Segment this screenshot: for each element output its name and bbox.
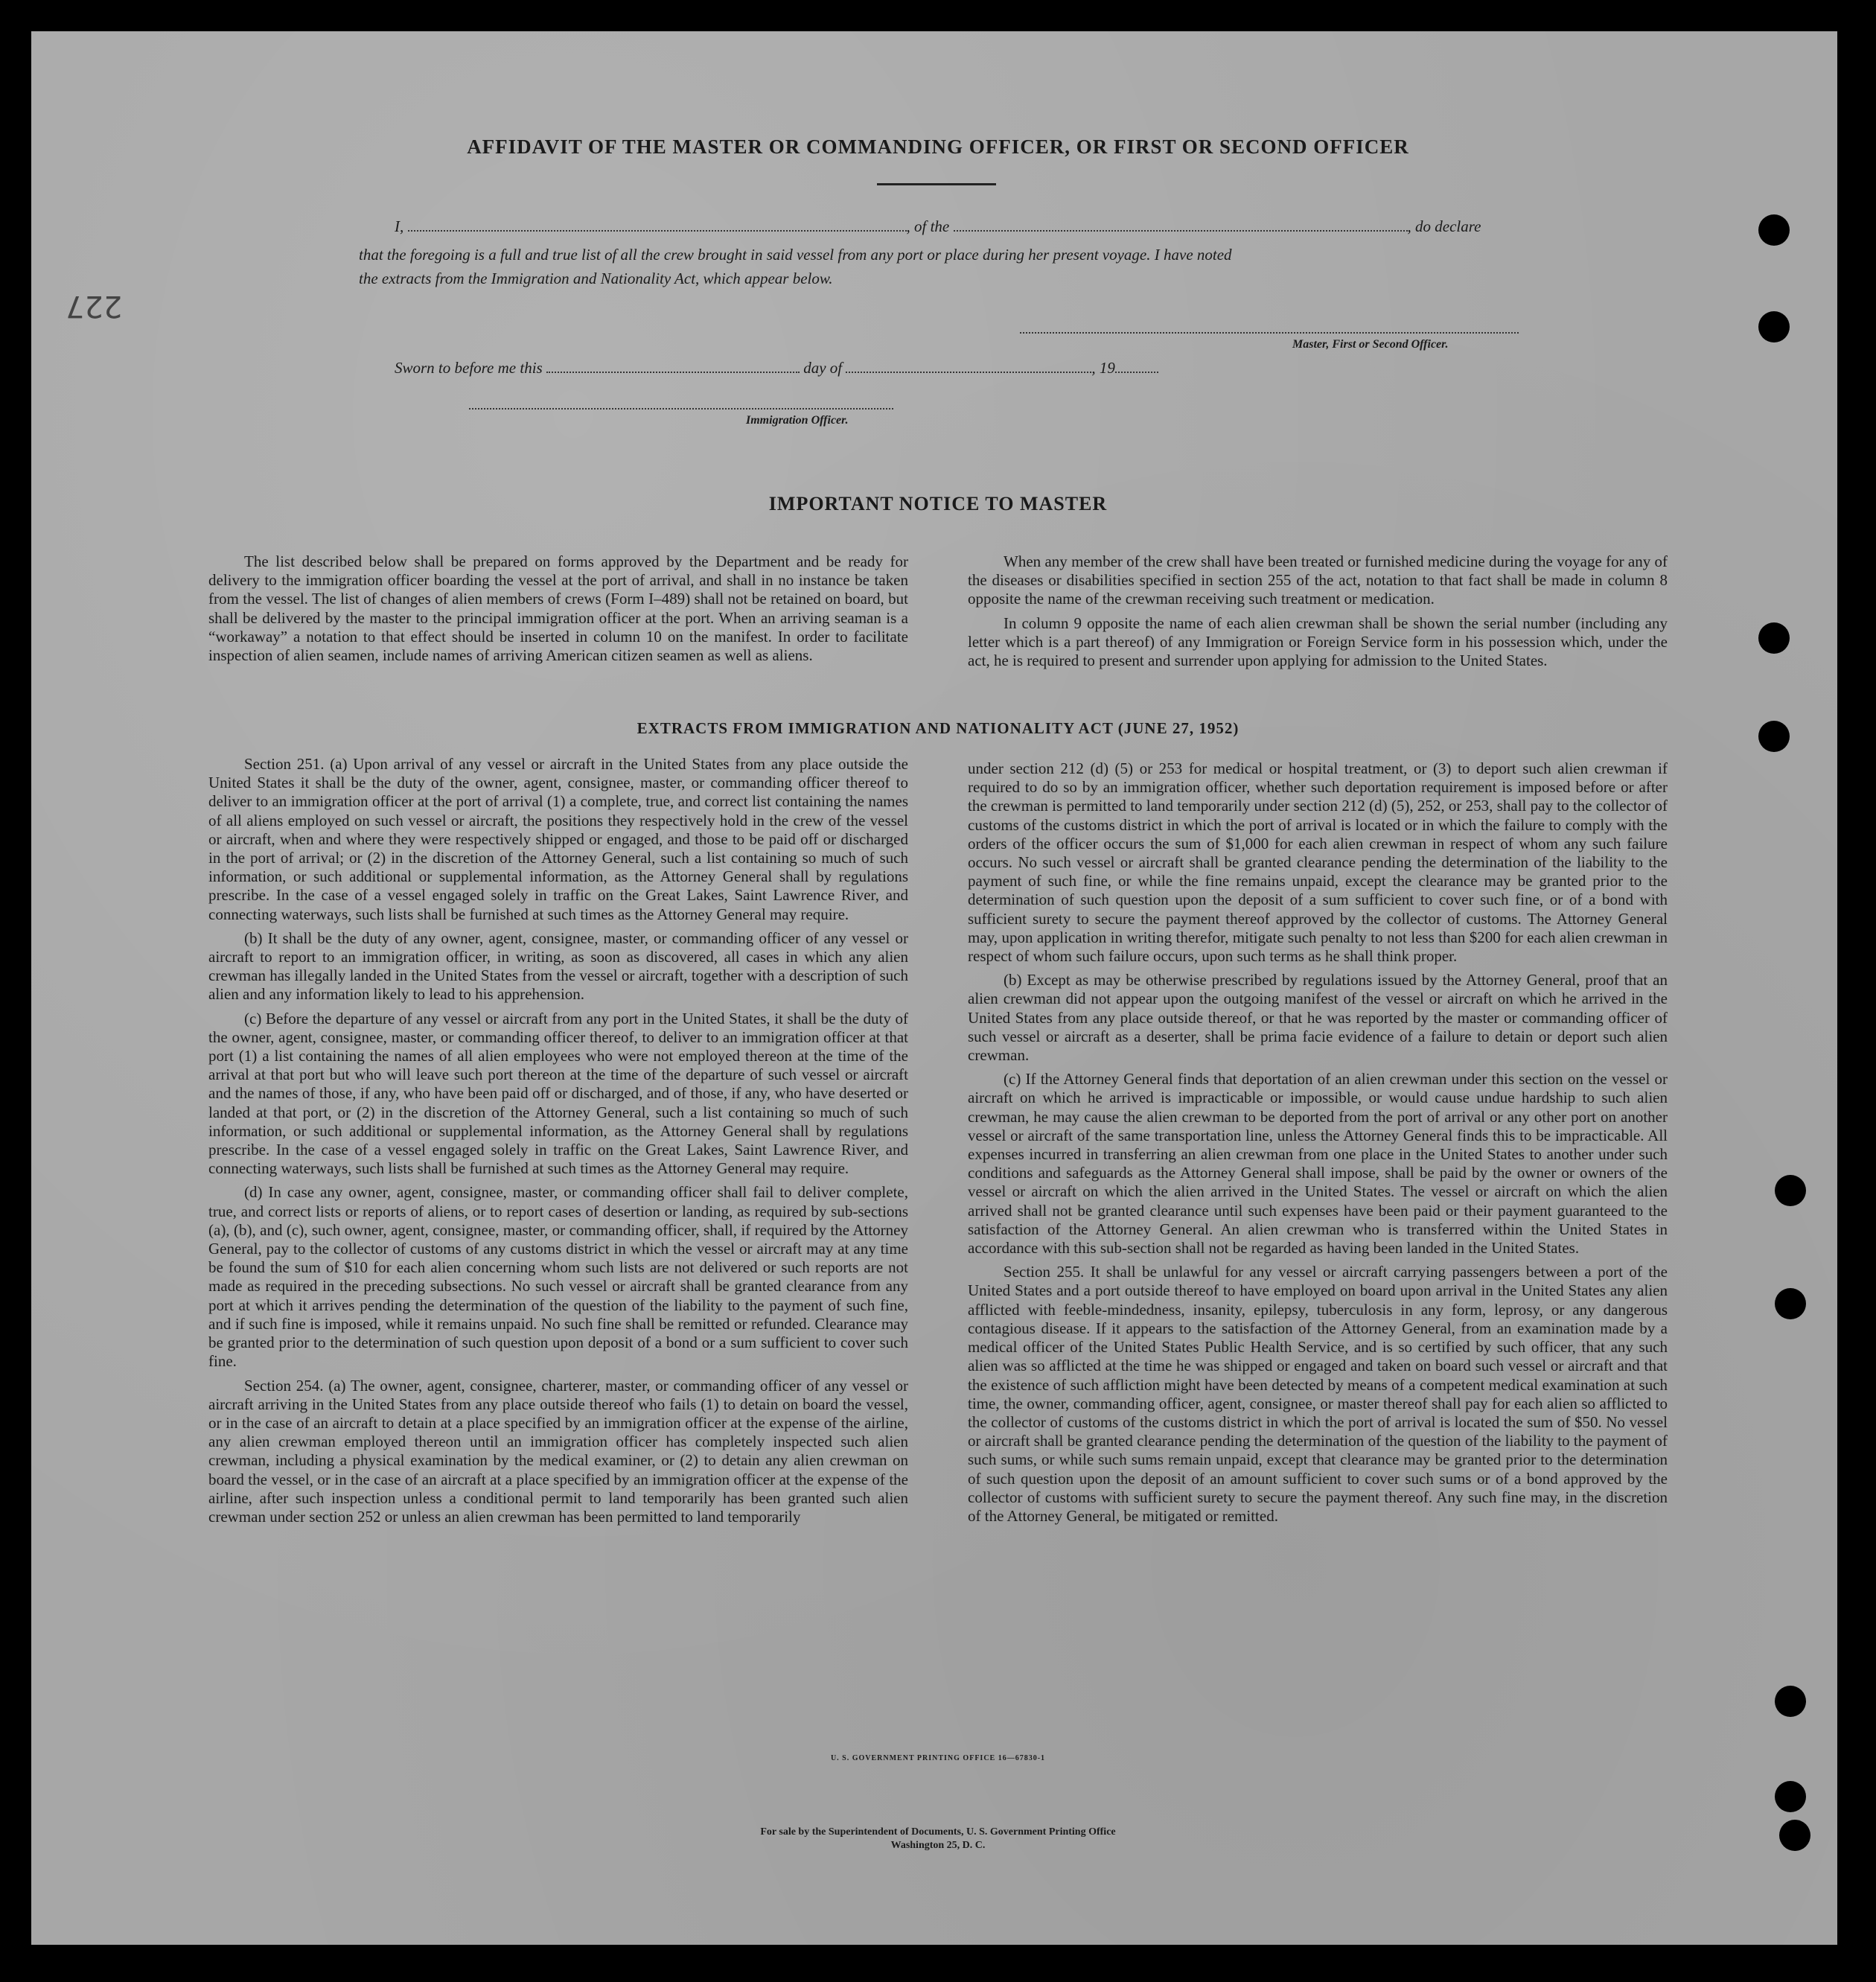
declaration-i: I,	[395, 217, 404, 235]
extract-section-255: Section 255. It shall be unlawful for any vessel or aircraft carrying passengers between a port of the United States and a port outside thereof to have employed on board upon arrival in the United States any alien afflicted with feeble-mindedness, insanity, epilepsy, tuberculosis in any form, leprosy, or any dangerous contagious disease. If it appears to the satisfaction of the Attorney General, from an examination made by a medical officer of the United States Public Health Service, and is so certified by such officer, that any such alien was so afflicted at the time he was shipped or engaged and taken on board such vessel or aircraft and that the existence of such affliction might have been detected by means of a competent medical examination at such time, the owner, commanding officer, agent, consignee, or master thereof shall pay for each alien so afflicted to the collector of customs of the customs district in which the port of arrival is located the sum of $50. No vessel or aircraft shall be granted clearance pending the determination of the question of the liability to the payment of such sums, or while such sums remain unpaid, except that clearance may be granted prior to the determination of such question upon the deposit of an amount sufficient to cover such sums or of a bond approved by the collector of customs with sufficient surety to secure the payment thereof. Any such fine may, in the discretion of the Attorney General, be mitigated or remitted.	[968, 1263, 1668, 1525]
day-of-text: day of	[803, 359, 843, 377]
title-rule	[877, 183, 996, 185]
affidavit-line-3: the extracts from the Immigration and Nationality Act, which appear below.	[359, 270, 833, 287]
sale-notice	[0, 1826, 1876, 1852]
declaration-of: , of the	[906, 217, 950, 235]
affidavit-line-2: that the foregoing is a full and true list of all the crew brought in said vessel from any port or place during her present voyage. I have noted	[359, 246, 1232, 264]
immigration-officer-caption: Immigration Officer.	[746, 414, 849, 427]
extract-section-254-a-continued: under section 212 (d) (5) or 253 for medical or hospital treatment, or (3) to deport such alien crewman if required to do so by an immigration officer, whether such deportation requirement is imposed before or after the crewman is permitted to land temporarily under section 212 (d) (5), 252, or 253, shall pay to the collector of customs of the customs district in which the port of arrival is located or in which the failure to comply with the orders of the officer occurs the sum of $1,000 for each alien crewman in respect of whom any such failure occurs. No such vessel or aircraft shall be granted clearance pending the determination of the liability to the payment of such fine, or while the fine remains unpaid, except the clearance may be granted prior to the determination of such question upon the deposit of a sum sufficient to cover such fine, or of a bond with sufficient surety to secure the payment thereof approved by the collector of customs. The Attorney General may, upon application in writing therefor, mitigate such penalty to not less than $200 for each alien crewman in respect of whom such failure occurs, upon such terms as he shall think proper.	[968, 759, 1668, 966]
sworn-month-field[interactable]	[846, 361, 1091, 373]
extract-section-251-c: (c) Before the departure of any vessel or aircraft from any port in the United States, it shall be the duty of the owner, agent, consignee, master, or commanding officer thereof, to deliver to an immigration officer at that port (1) a list containing the names of all alien employees who were not employed thereon at the time of the arrival at that port but who will leave such port thereon at the time of the departure of such vessel or aircraft and the names of those, if any, who have been paid off or discharged, and of those, if any, who have deserted or landed at that port, or (2) in the discretion of the Attorney General, such a list containing so much of such information, or such additional or supplemental information, as the Attorney General shall by regulations prescribe. In the case of a vessel engaged solely in traffic on the Great Lakes, Saint Lawrence River, and connecting waterways, such lists shall be furnished at such times as the Attorney General may require.	[208, 1009, 908, 1178]
extract-section-251-a: Section 251. (a) Upon arrival of any vessel or aircraft in the United States from any place outside the United States it shall be the duty of the owner, agent, consignee, master, or commanding officer thereof to deliver to an immigration officer at the port of arrival (1) a complete, true, and correct list containing the names of all aliens employed on such vessel or aircraft, the positions they respectively hold in the crew of the vessel or aircraft, when and where they were respectively shipped or engaged, and those to be paid off or discharged in the port of arrival; or (2) in the discretion of the Attorney General, such a list containing so much of such information, or such additional or supplemental information, as the Attorney General shall by regulations prescribe. In the case of a vessel engaged solely in traffic on the Great Lakes, Saint Lawrence River, and connecting waterways, such lists shall be furnished at such times as the Attorney General may require.	[208, 755, 908, 923]
master-signature-line[interactable]	[1020, 332, 1519, 334]
extract-section-254-b: (b) Except as may be otherwise prescribed by regulations issued by the Attorney General, proof that an alien crewman did not appear upon the outgoing manifest of the vessel or aircraft on which he arrived in the United States from any place outside thereof, or that he was reported by the master or commanding officer of such vessel or aircraft as a deserter, shall be prima facie evidence of a failure to detain or deport such alien crewman.	[968, 971, 1668, 1065]
binder-hole-2	[1758, 311, 1790, 342]
extract-section-251-d: (d) In case any owner, agent, consignee, master, or commanding officer shall fail to deliver complete, true, and correct lists or reports of aliens, or to report cases of desertion or landing, as required by sub-sections (a), (b), and (c), such owner, agent, consignee, master, or commanding officer, shall, if required by the Attorney General, pay to the collector of customs of any customs district in which the vessel or aircraft may at any time be found the sum of $10 for each alien concerning whom such lists are not delivered or such reports are not made as required in the preceding subsections. No such vessel or aircraft shall be granted clearance from any port at which it arrives pending the determination of the question of the liability to the payment of such fine, and if such fine is imposed, while it remains unpaid. No such fine shall be remitted or refunded. Clearance may be granted prior to the determination of such question upon deposit of a bond or a sum sufficient to cover such fine.	[208, 1183, 908, 1371]
notice-title: IMPORTANT NOTICE TO MASTER	[768, 493, 1108, 514]
notice-right-paragraph-2: In column 9 opposite the name of each alien crewman shall be shown the serial number (including any letter which is a part thereof) of any Immigration or Foreign Service form in his possession which, under the act, he is required to present and surrender upon applying for admission to the United States.	[968, 614, 1668, 670]
extracts-left-column	[208, 755, 908, 1526]
affidavit-declaration-line	[395, 217, 1481, 236]
binder-hole-6	[1775, 1288, 1806, 1319]
vessel-name-field[interactable]	[954, 220, 1408, 232]
sale-notice-line-1: For sale by the Superintendent of Documents, U. S. Government Printing Office	[760, 1826, 1116, 1838]
binder-hole-5	[1775, 1175, 1806, 1206]
notice-left-column	[208, 552, 908, 665]
notice-right-column	[968, 552, 1668, 670]
extract-section-254-a: Section 254. (a) The owner, agent, consignee, charterer, master, or commanding officer of any vessel or aircraft arriving in the United States from any place outside thereof who fails (1) to detain on board the vessel, or in the case of an aircraft to detain at a place specified by an immigration officer at the expense of the airline, any alien crewman employed thereon until an immigration officer has completely inspected such alien crewman, including a physical examination by the medical examiner, or (2) to detain any alien crewman on board the vessel, or in the case of an aircraft at a place specified by an immigration officer at the expense of the airline, after such inspection unless a conditional permit to land temporarily has been granted such alien crewman under section 252 or unless an alien crewman has been permitted to land temporarily	[208, 1376, 908, 1526]
declaration-declare: , do declare	[1407, 217, 1481, 235]
printing-office-imprint: U. S. GOVERNMENT PRINTING OFFICE 16—67830-1	[830, 1754, 1046, 1762]
binder-hole-3	[1758, 622, 1790, 654]
sworn-day-field[interactable]	[546, 361, 800, 373]
sworn-text: Sworn to before me this	[395, 359, 543, 377]
margin-handwritten-number: 227	[66, 289, 123, 323]
notice-right-paragraph-1: When any member of the crew shall have been treated or furnished medicine during the voyage for any of the diseases or disabilities specified in section 255 of the act, notation to that fact shall be made in column 8 opposite the name of the crewman receiving such treatment or medication.	[968, 552, 1668, 608]
binder-hole-7	[1775, 1686, 1806, 1717]
sworn-year-field[interactable]	[1115, 361, 1158, 373]
sale-notice-line-2: Washington 25, D. C.	[890, 1840, 986, 1851]
year-text: , 19	[1091, 359, 1115, 377]
extracts-title: EXTRACTS FROM IMMIGRATION AND NATIONALITY ACT (JUNE 27, 1952)	[636, 719, 1240, 737]
extract-section-251-b: (b) It shall be the duty of any owner, agent, consignee, master, or commanding officer of any vessel or aircraft to report to an immigration officer, in writing, as soon as discovered, all cases in which any alien crewman has illegally landed in the United States from the vessel or aircraft, together with a description of such alien and any information likely to lead to his apprehension.	[208, 928, 908, 1004]
extract-section-254-c: (c) If the Attorney General finds that deportation of an alien crewman under this section on the vessel or aircraft on which he arrived is impracticable or impossible, or would cause undue hardship to such alien crewman, he may cause the alien crewman to be deported from the port of arrival or any other port on another vessel or aircraft of the same transportation line, unless the Attorney General finds this to be impracticable. All expenses incurred in transferring an alien crewman from one place in the United States to another under such conditions and safeguards as the Attorney General shall impose, shall be paid by the owner or owners of the vessel or aircraft on which the alien arrived in the United States. The vessel or aircraft on which the alien arrived shall not be granted clearance until such expenses have been paid or their payment guaranteed to the satisfaction of the Attorney General. An alien crewman who is transferred within the United States in accordance with this sub-section shall not be regarded as having been landed in the United States.	[968, 1070, 1668, 1258]
sworn-line	[395, 359, 1158, 377]
declarant-name-field[interactable]	[408, 220, 907, 232]
extracts-right-column	[968, 759, 1668, 1526]
master-caption: Master, First or Second Officer.	[1292, 338, 1449, 351]
binder-hole-1	[1758, 214, 1790, 246]
binder-hole-8	[1775, 1781, 1806, 1812]
affidavit-title: AFFIDAVIT OF THE MASTER OR COMMANDING OFFICER, OR FIRST OR SECOND OFFICER	[467, 136, 1409, 158]
immigration-officer-signature-line[interactable]	[469, 408, 893, 410]
notice-left-paragraph-1: The list described below shall be prepared on forms approved by the Department and be ready for delivery to the immigration officer boarding the vessel at the port of arrival, and shall in no instance be taken from the vessel. The list of changes of alien members of crews (Form I–489) shall not be retained on board, but shall be delivered by the master to the principal immigration officer at the port. When an arriving seaman is a “workaway” a notation to that effect should be inserted in column 10 on the manifest. In order to facilitate inspection of alien seamen, include names of arriving American citizen seamen as well as aliens.	[208, 552, 908, 665]
